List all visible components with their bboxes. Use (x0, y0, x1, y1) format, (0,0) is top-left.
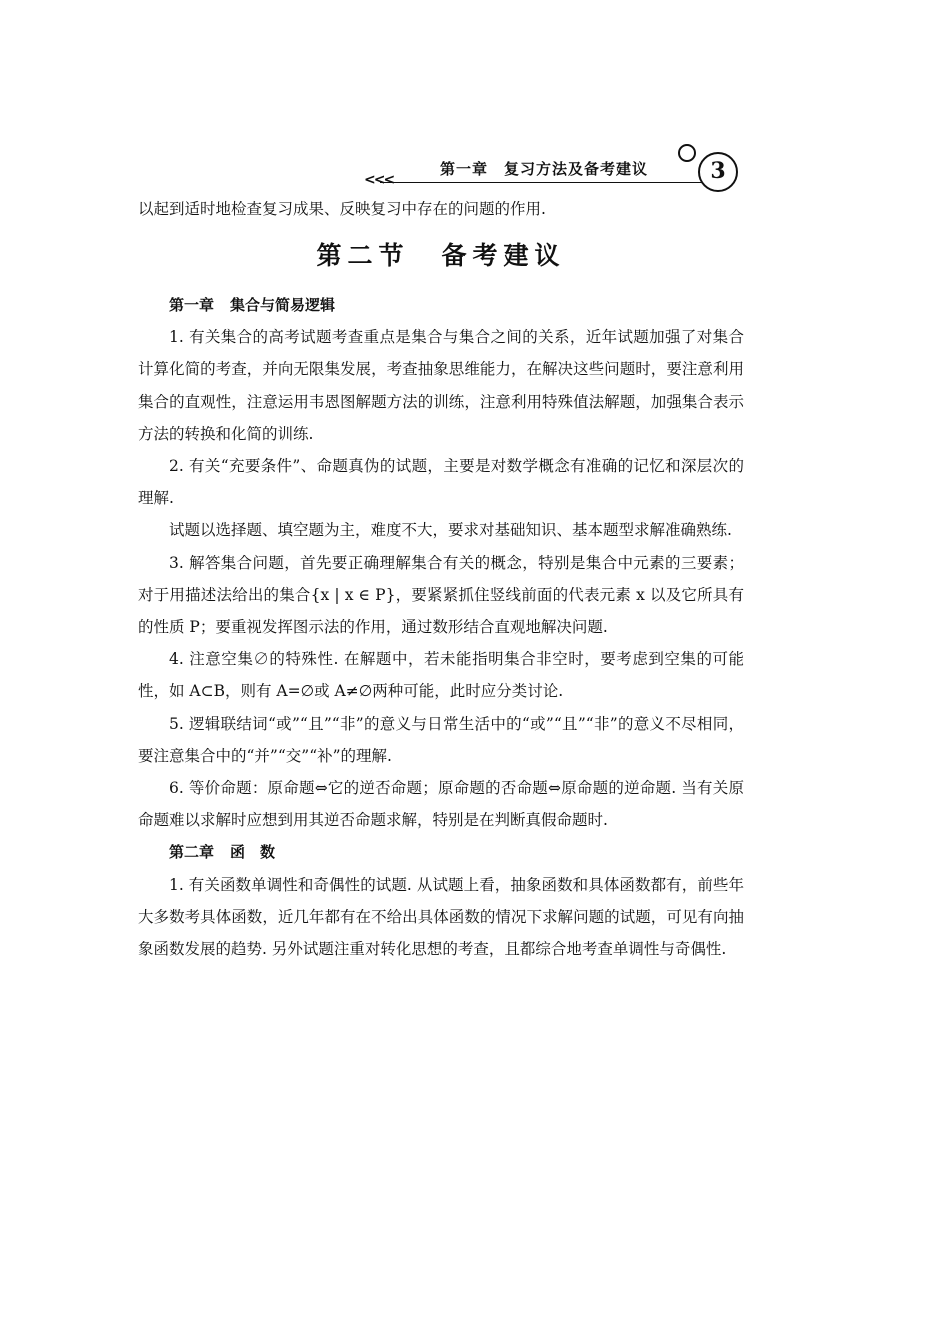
header-arrows: <<< (364, 172, 394, 188)
chapter-title: 函 数 (230, 843, 276, 862)
page-number: 3 (710, 158, 726, 184)
intro-line: 以起到适时地检查复习成果、反映复习中存在的问题的作用. (138, 200, 546, 218)
paragraph: 6. 等价命题：原命题⇔它的逆否命题；原命题的否命题⇔原命题的逆命题. 当有关原命题难以求解时应想到用其逆否命题求解，特别是在判断真假命题时. (138, 779, 744, 830)
chapter-heading (138, 836, 744, 868)
chapter-heading (138, 289, 744, 321)
header-rule (380, 182, 710, 183)
paragraph: 2. 有关“充要条件”、命题真伪的试题，主要是对数学概念有准确的记忆和深层次的理解. (138, 457, 744, 508)
chapter-number: 第二章 (169, 843, 215, 862)
paragraph: 5. 逻辑联结词“或”“且”“非”的意义与日常生活中的“或”“且”“非”的意义不尽相同，要注意集合中的“并”“交”“补”的理解. (138, 714, 744, 765)
paragraph: 1. 有关函数单调性和奇偶性的试题. 从试题上看，抽象函数和具体函数都有，前些年大多数考具体函数，近几年都有在不给出具体函数的情况下求解问题的试题，可见有向抽象函数发展的趋势. 另外试题注重对转化思想的考查，且都综合地考查单调性与奇偶性. (138, 875, 744, 959)
paragraph: 3. 解答集合问题，首先要正确理解集合有关的概念，特别是集合中元素的三要素；对于用描述法给出的集合{x | x ∈ P}，要紧紧抓住竖线前面的代表元素 x 以及它所具有的性质 P；要重视发挥图示法的作用，通过数形结合直观地解决问题. (138, 553, 744, 637)
body-text (138, 289, 744, 965)
paragraph: 试题以选择题、填空题为主，难度不大，要求对基础知识、基本题型求解准确熟练. (169, 521, 732, 540)
paragraph: 4. 注意空集∅的特殊性. 在解题中，若未能指明集合非空时，要考虑到空集的可能性，如 A⊂B，则有 A=∅或 A≠∅两种可能，此时应分类讨论. (138, 650, 744, 701)
magnifier-icon (678, 144, 696, 162)
chapter-title: 集合与简易逻辑 (230, 296, 336, 314)
running-header (360, 150, 750, 196)
paragraph: 1. 有关集合的高考试题考查重点是集合与集合之间的关系，近年试题加强了对集合计算化简的考查，并向无限集发展，考查抽象思维能力，在解决这些问题时，要注意利用集合的直观性，注意运用韦恩图解题方法的训练，注意利用特殊值法解题，加强集合表示方法的转换和化简的训练. (138, 328, 744, 443)
section-number: 第二节 (316, 241, 410, 270)
header-title: 第一章 复习方法及备考建议 (440, 160, 649, 178)
section-heading: 备考建议 (441, 241, 566, 270)
intro-block (138, 193, 744, 225)
chapter-number: 第一章 (169, 296, 215, 314)
section-title (138, 236, 744, 272)
page-number-badge (698, 152, 738, 192)
